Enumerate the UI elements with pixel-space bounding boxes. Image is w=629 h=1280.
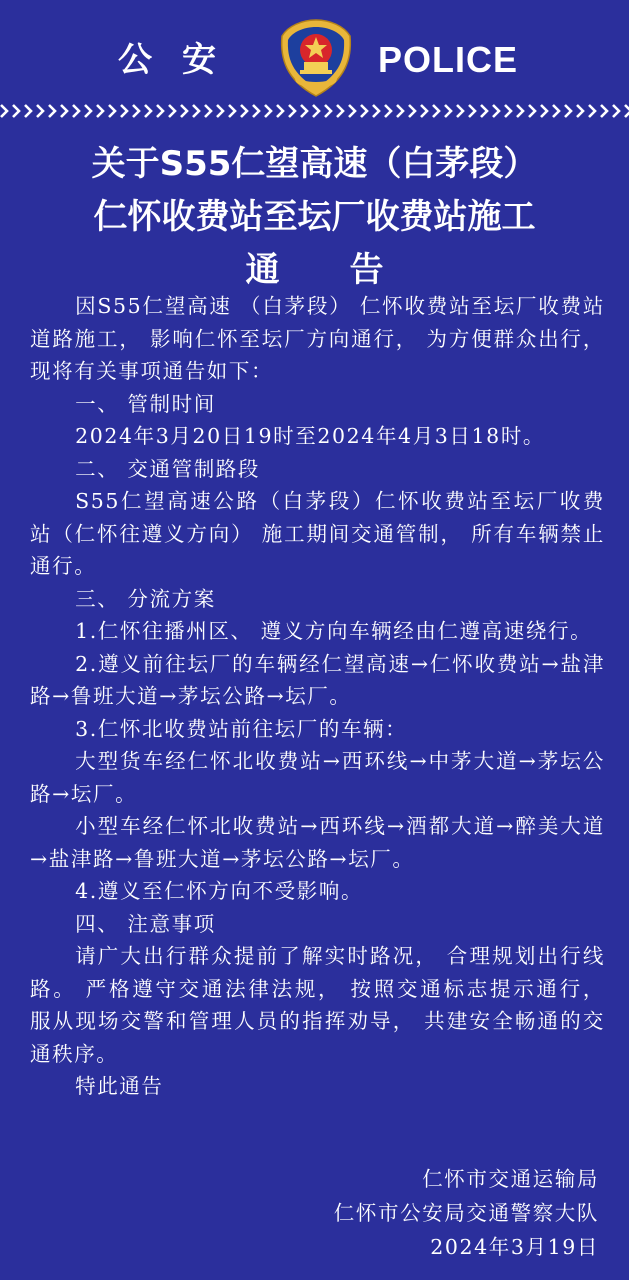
signature-date: 2024年3月19日 — [430, 1235, 599, 1259]
detour-item-1: 1.仁怀往播州区、 遵义方向车辆经由仁遵高速绕行。 — [75, 619, 593, 643]
header-banner — [0, 0, 629, 104]
title-line-3: 通告 — [245, 250, 454, 290]
title-line-2: 仁怀收费站至坛厂收费站施工 — [93, 197, 536, 237]
section-heading-1: 一、 管制时间 — [75, 391, 216, 416]
section-heading-3: 三、 分流方案 — [75, 586, 216, 611]
section-heading-4: 四、 注意事项 — [75, 911, 216, 936]
detour-item-2: 2.遵义前往坛厂的车辆经仁望高速→仁怀收费站→盐津路→鲁班大道→茅坛公路→坛厂。 — [30, 651, 605, 708]
title-line-1: 关于S55仁望高速（白茅段） — [91, 144, 538, 184]
detour-item-4: 4.遵义至仁怀方向不受影响。 — [75, 879, 364, 903]
paragraph-intro: 因S55仁望高速 （白茅段） 仁怀收费站至坛厂收费站道路施工， 影响仁怀至坛厂方向通行， 为方便群众出行， 现将有关事项通告如下： — [30, 294, 605, 383]
header-police-text: POLICE — [378, 39, 519, 80]
notice-body — [30, 290, 605, 1103]
signature-org-1: 仁怀市交通运输局 — [422, 1167, 599, 1191]
header-divider — [0, 104, 629, 118]
detour-car: 小型车经仁怀北收费站→西环线→酒都大道→醉美大道→盐津路→鲁班大道→茅坛公路→坛厂。 — [30, 814, 605, 871]
signature-block — [334, 1162, 599, 1264]
paragraph-section: S55仁望高速公路（白茅段）仁怀收费站至坛厂收费站（仁怀往遵义方向） 施工期间交通管制， 所有车辆禁止通行。 — [30, 489, 605, 578]
closing-line: 特此通告 — [75, 1074, 164, 1098]
signature-org-2: 仁怀市公安局交通警察大队 — [333, 1201, 599, 1225]
notice-title — [0, 138, 629, 297]
section-heading-2: 二、 交通管制路段 — [75, 456, 261, 481]
detour-item-3: 3.仁怀北收费站前往坛厂的车辆： — [75, 716, 408, 741]
police-emblem-icon — [278, 18, 354, 98]
paragraph-notes: 请广大出行群众提前了解实时路况， 合理规划出行线路。 严格遵守交通法律法规， 按照交通标志提示通行， 服从现场交警和管理人员的指挥劝导， 共建安全畅通的交通秩序。 — [30, 944, 605, 1066]
header-gongan-text: 公安 — [118, 40, 246, 80]
paragraph-time: 2024年3月20日19时至2024年4月3日18时。 — [75, 424, 546, 448]
detour-truck: 大型货车经仁怀北收费站→西环线→中茅大道→茅坛公路→坛厂。 — [30, 749, 605, 806]
